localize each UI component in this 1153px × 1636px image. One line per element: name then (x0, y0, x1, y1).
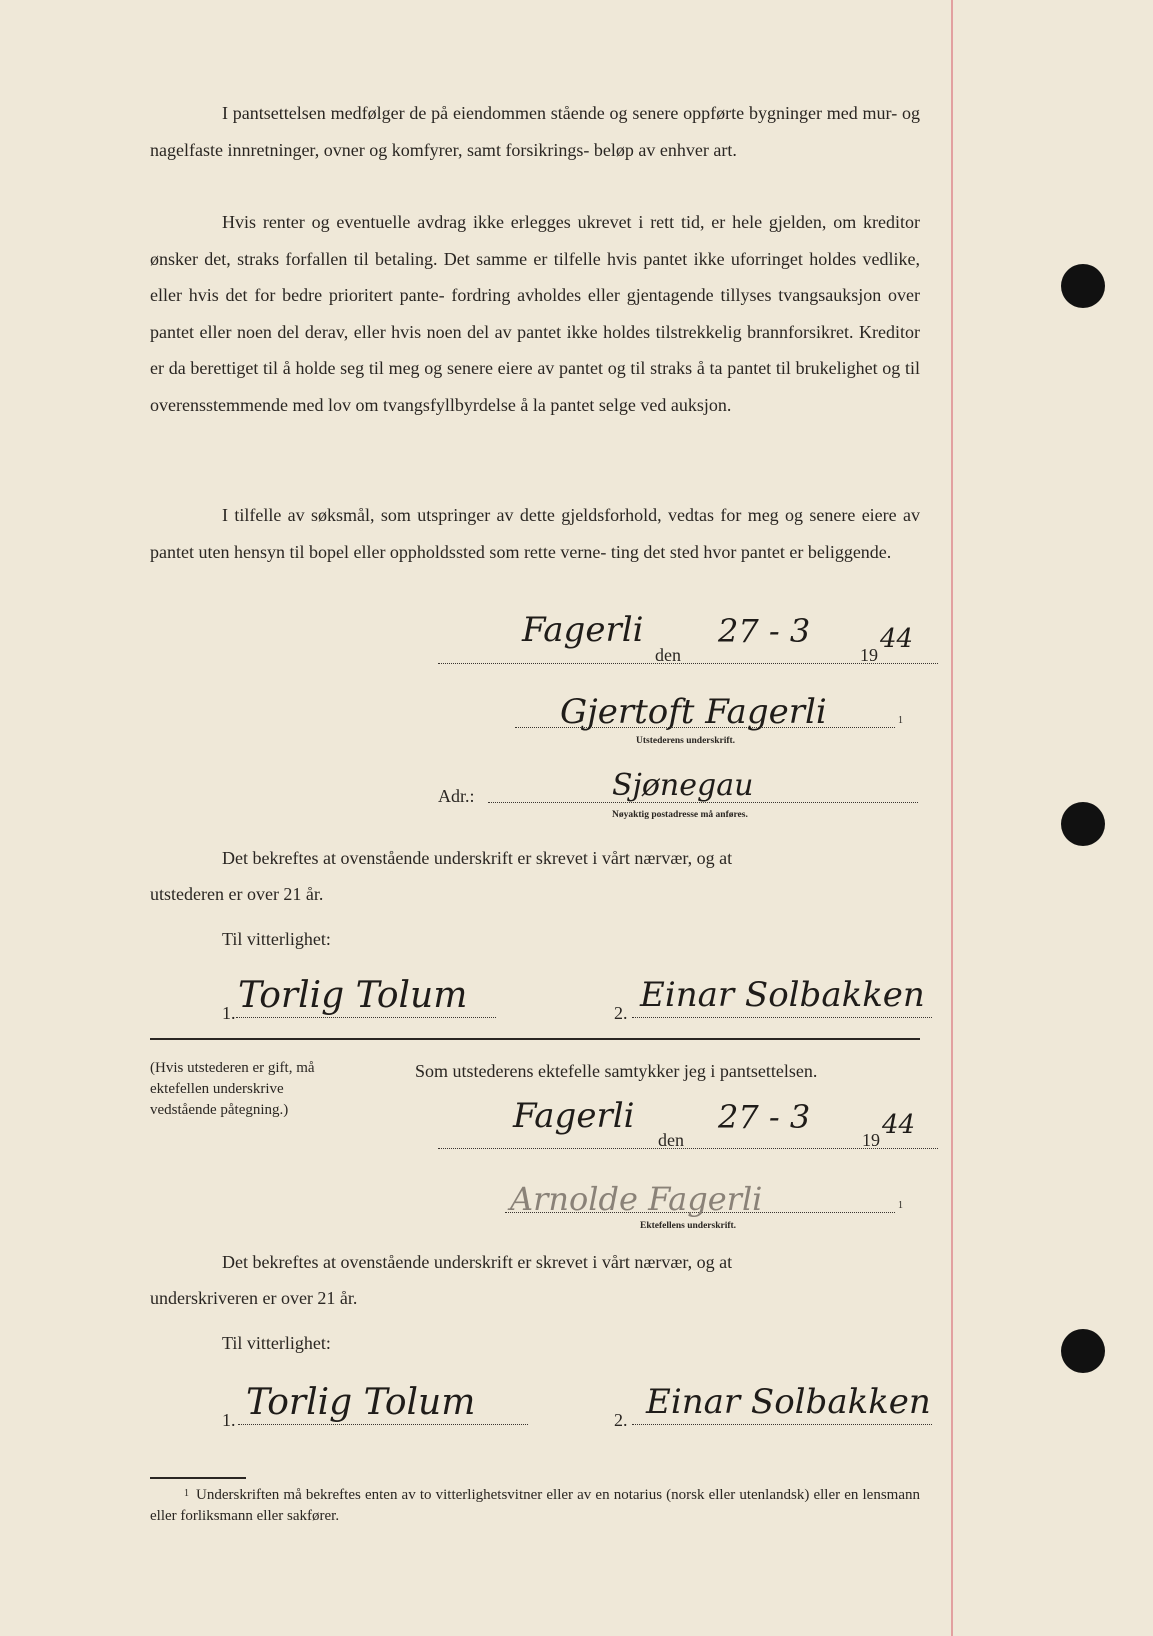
signature-caption: Utstederens underskrift. (636, 736, 736, 746)
handwritten-date: 27 - 3 (718, 612, 811, 650)
witness-2-1-number: 1. (222, 1410, 236, 1430)
witness-1-line (236, 1017, 496, 1018)
spouse-side-note: (Hvis utstederen er gift, må ektefellen underskrive vedstående påtegning.) (150, 1060, 315, 1118)
spouse-consent-text: Som utstederens ektefelle samtykker jeg i pantsettelsen. (415, 1061, 818, 1081)
paragraph-jurisdiction: I tilfelle av søksmål, som utspringer av dette gjeldsforhold, vedtas for meg og senere eiere av pantet uten hensyn til bopel eller oppholdssted som rette verne- ting det sted hvor pantet er beliggende. (150, 505, 920, 562)
punch-hole-icon (1061, 1329, 1105, 1373)
witness-2-2-signature: Einar Solbakken (646, 1382, 931, 1422)
address-label: Adr.: (438, 786, 475, 806)
spouse-year-prefix: 19 (862, 1130, 880, 1150)
witness-2-2-line (632, 1424, 932, 1425)
punch-hole-icon (1061, 802, 1105, 846)
confirm-text-line2: utstederen er over 21 år. (150, 884, 324, 904)
til-vitterlighet-label: Til vitterlighet: (222, 929, 331, 949)
footnote-number: 1 (184, 1488, 189, 1499)
confirm-text-2-line1: Det bekreftes at ovenstående underskrift er skrevet i vårt nærvær, og at (222, 1252, 733, 1272)
paragraph-pledge-includes: I pantsettelsen medfølger de på eiendommen stående og senere oppførte bygninger med mur- og nagelfaste innretninger, ovner og komfyrer, samt forsikrings- beløp av enhver art. (150, 103, 920, 160)
witness-2-1-line (238, 1424, 528, 1425)
til-vitterlighet-2-label: Til vitterlighet: (222, 1333, 331, 1353)
witness-2-line (632, 1017, 932, 1018)
issuer-signature: Gjertoft Fagerli (560, 692, 827, 732)
spouse-footnote-mark: 1 (898, 1200, 903, 1211)
footnote-rule (150, 1477, 246, 1479)
witness-2-1-signature: Torlig Tolum (246, 1382, 476, 1423)
handwritten-place: Fagerli (522, 610, 644, 650)
spouse-handwritten-date: 27 - 3 (718, 1098, 811, 1136)
paragraph-default-terms: Hvis renter og eventuelle avdrag ikke erlegges ukrevet i rett tid, er hele gjelden, om kreditor ønsker det, straks forfallen til betaling. Det samme er tilfelle hvis pantet ikke uforringet holdes vedlike, eller hvis det for bedre prioritert pante- fordring avholdes eller gjentagende tillyses tvangsauksjon over pantet eller noen del derav, eller hvis noen del av pantet ikke holdes tilstrekkelig brannforsikret. Kreditor er da berettiget til å holde seg til meg og senere eiere av pantet og til straks å ta pantet til brukelighet og til overensstemmende med lov om tvangsfyllbyrdelse å la pantet selge ved auksjon. (150, 212, 920, 415)
spouse-signature-caption: Ektefellens underskrift. (640, 1221, 737, 1231)
spouse-handwritten-place: Fagerli (513, 1096, 635, 1136)
footnote-mark: 1 (898, 715, 903, 726)
den-label: den (655, 645, 681, 665)
spouse-handwritten-year: 44 (882, 1110, 916, 1140)
witness-2-number: 2. (614, 1003, 628, 1023)
spouse-signature: Arnolde Fagerli (510, 1180, 763, 1218)
punch-hole-icon (1061, 264, 1105, 308)
confirm-text-line1: Det bekreftes at ovenstående underskrift er skrevet i vårt nærvær, og at (222, 848, 733, 868)
witness-1-number: 1. (222, 1003, 236, 1023)
handwritten-address: Sjønegau (612, 768, 754, 803)
margin-line (951, 0, 953, 1636)
witness-2-signature: Einar Solbakken (640, 975, 925, 1015)
spouse-den-label: den (658, 1130, 684, 1150)
handwritten-year: 44 (880, 624, 914, 654)
year-prefix: 19 (860, 645, 878, 665)
witness-1-signature: Torlig Tolum (238, 975, 468, 1016)
section-divider (150, 1038, 920, 1040)
confirm-text-2-line2: underskriveren er over 21 år. (150, 1288, 358, 1308)
footnote-text: Underskriften må bekreftes enten av to vitterlighetsvitner eller av en notarius (norsk eller utenlandsk) eller en lensmann eller forliksmann eller sakfører. (150, 1487, 920, 1524)
witness-2-2-number: 2. (614, 1410, 628, 1430)
address-caption: Nøyaktig postadresse må anføres. (612, 810, 748, 820)
